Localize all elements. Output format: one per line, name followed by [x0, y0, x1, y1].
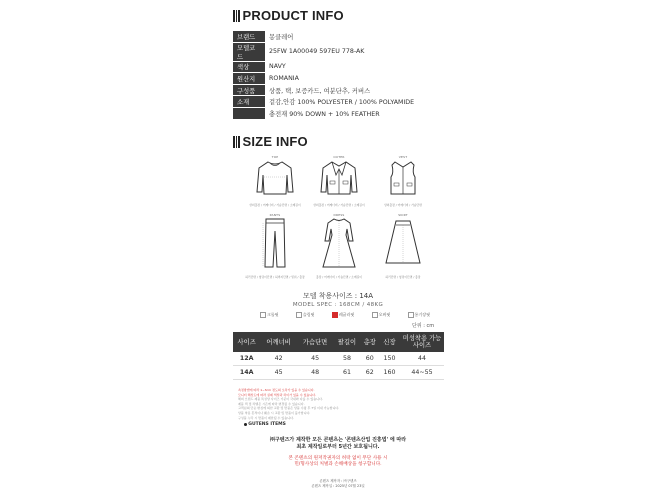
warning-notice: 본 콘텐츠의 원저작권자의 허락 없이 무단 사용 시 민/형사상의 처벌과 손해배상을 청구합니다.: [288, 456, 388, 468]
table-row: 14A 45 48 61 62 160 44~55: [233, 366, 444, 380]
note-item: 모니터 해상도에 따라 실제 색상과 차이가 있을 수 있습니다.: [238, 392, 317, 397]
title-bars-icon: [233, 136, 240, 148]
info-key: 모델코드: [233, 42, 265, 61]
garment-vest: VEST 상의총장 / 어깨너비 / 가슴단면: [384, 155, 422, 207]
notes-list: [238, 388, 438, 420]
info-value: 25FW 1A00049 597EU 778-AK: [265, 42, 443, 61]
info-row: [233, 107, 443, 119]
info-key: [233, 107, 265, 119]
info-value: 몽클레어: [265, 31, 443, 42]
info-value: 충전재 90% DOWN + 10% FEATHER: [265, 107, 443, 119]
info-value: 상품, 택, 보증카드, 여분단추, 커버스: [265, 84, 443, 96]
note-item: 해외 브랜드 제품 특성상 사이즈 기준이 국내와 다를 수 있습니다.: [238, 397, 323, 402]
brand-mark: GUTENS ITEMS: [244, 421, 286, 427]
info-row: [233, 84, 443, 96]
info-row: [233, 96, 443, 108]
fit-option: 크롭핏: [260, 312, 279, 318]
info-value: 겉감,안감 100% POLYESTER / 100% POLYAMIDE: [265, 96, 443, 108]
dress-icon: [319, 217, 359, 269]
checkbox-icon: [372, 312, 378, 318]
checkbox-icon: [260, 312, 266, 318]
garment-skirt: SKIRT 허리단면 / 엉덩이단면 / 총장: [373, 213, 433, 279]
checkbox-icon: [408, 312, 414, 318]
size-header: 어깨너비: [260, 332, 296, 352]
info-value: ROMANIA: [265, 73, 443, 85]
note-item: 제품 택 및 라벨은 시즌에 따라 변경될 수 있습니다.: [238, 401, 305, 406]
info-key: 브랜드: [233, 31, 265, 42]
size-header: 팔길이: [333, 332, 360, 352]
info-key: 소재: [233, 96, 265, 108]
size-header: 사이즈: [233, 332, 260, 352]
brand-logo-icon: [244, 423, 247, 426]
sweater-icon: [255, 159, 295, 197]
size-info-title: SIZE INFO: [233, 134, 308, 149]
garment-top: TOP 상의총장 / 어깨너비 / 가슴단면 / 소매길이: [249, 155, 301, 207]
info-key: 원산지: [233, 73, 265, 85]
size-table: [233, 332, 444, 380]
fit-option: 슬림핏: [296, 312, 315, 318]
size-header: 가슴단면: [297, 332, 333, 352]
note-item: 측정방법에 따라 1~3cm 정도의 오차가 있을 수 있습니다.: [238, 388, 315, 392]
product-info-section: [233, 0, 443, 149]
checkbox-checked-icon: [332, 312, 338, 318]
note-item: 고객님의 단순 변심에 의한 교환 및 반품은 상품 수령 후 7일 이내 가능합니다.: [238, 406, 340, 411]
skirt-icon: [383, 217, 423, 269]
info-row: [233, 31, 443, 42]
table-row: 12A 42 45 58 60 150 44: [233, 352, 444, 366]
fit-option: 레귤러핏: [332, 312, 354, 318]
model-spec: MODEL SPEC : 168CM / 48KG: [292, 302, 384, 308]
model-info: [233, 291, 443, 308]
fit-option: 오버핏: [372, 312, 391, 318]
checkbox-icon: [296, 312, 302, 318]
jacket-icon: [319, 159, 359, 197]
pants-icon: [255, 217, 295, 269]
copyright-notice: ㈜구텐즈가 제작한 모든 콘텐츠는 '콘텐츠산업 진흥법' 에 따라 최초 제작일로부터 5년간 보호됩니다.: [269, 437, 407, 450]
garment-pants: PANTS 허리단면 / 엉덩이단면 / 허벅지단면 / 밑위 / 총장: [245, 213, 305, 279]
note-item: 구성품 누락 시 반품이 제한될 수 있습니다.: [238, 415, 294, 420]
garment-outer: OUTER 상의총장 / 어깨너비 / 가슴단면 / 소매길이: [313, 155, 365, 207]
size-header: 신장: [379, 332, 400, 352]
vest-icon: [383, 159, 423, 197]
info-row: [233, 73, 443, 85]
size-header: 총장: [361, 332, 379, 352]
garment-dress: DRESS 총장 / 어깨너비 / 가슴단면 / 소매길이: [316, 213, 362, 279]
title-bars-icon: [233, 10, 240, 22]
fit-option: 롱기장핏: [408, 312, 430, 318]
info-row: [233, 42, 443, 61]
info-key: 색상: [233, 61, 265, 73]
info-key: 구성품: [233, 84, 265, 96]
unit-label: 단위 : cm: [412, 323, 435, 329]
footer: 콘텐츠 제작자 : ㈜구텐즈 콘텐츠 제작일 : 2025년 07월 23일: [311, 479, 365, 488]
info-value: NAVY: [265, 61, 443, 73]
product-info-table: [233, 31, 443, 120]
info-row: [233, 61, 443, 73]
fit-options: [260, 312, 430, 318]
model-fit-size: 모델 착용사이즈 : 14A: [302, 292, 374, 300]
size-header: 미성착용 가능사이즈: [400, 332, 444, 352]
note-item: 상품 착용 흔적이나 훼손 시 교환 및 반품이 불가합니다.: [238, 410, 311, 415]
product-info-title: PRODUCT INFO: [233, 8, 443, 23]
